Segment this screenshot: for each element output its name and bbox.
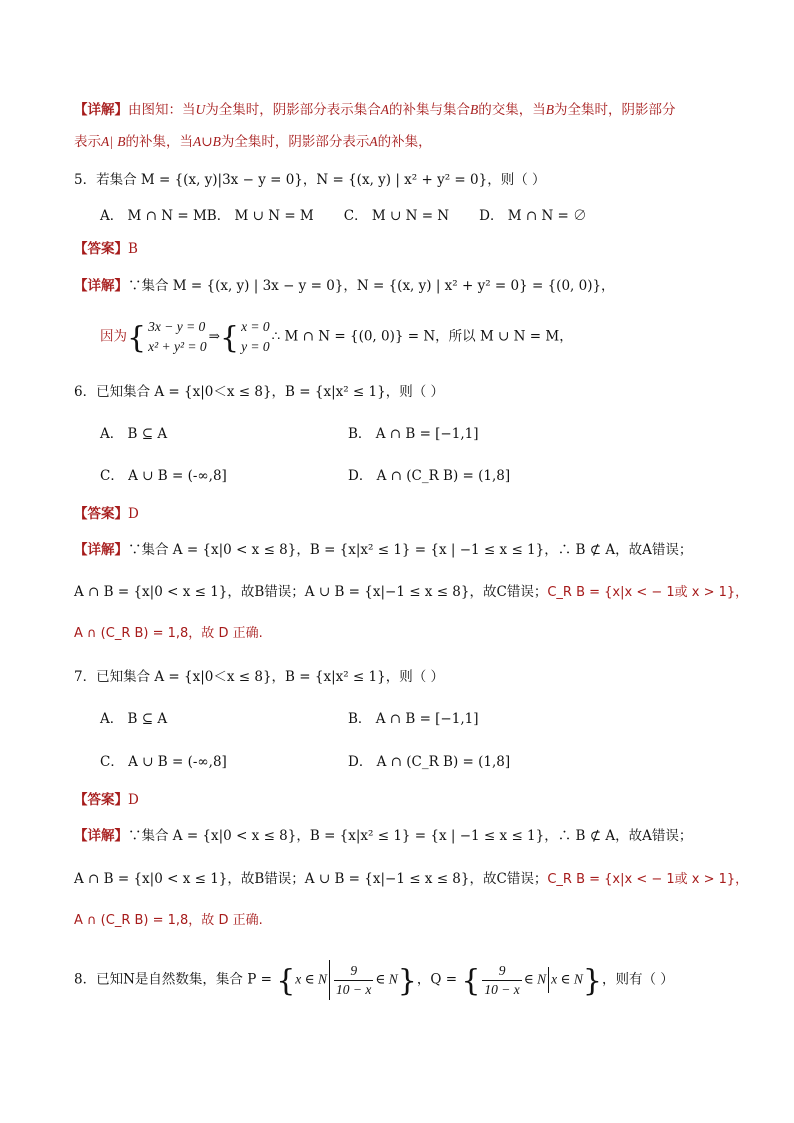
q5-option-c: C． M ∪ N = N (343, 208, 450, 224)
q7-option-a: A． B ⊆ A (100, 711, 168, 727)
q8-q-fraction: $\frac{9}{10 - x}$ (484, 962, 520, 997)
q7-option-b: B． A ∩ B = [−1,1] (348, 711, 479, 727)
q5-options (100, 205, 587, 227)
q7-answer: 【答案】D (74, 792, 139, 808)
q7-stem: 7．已知集合 A = {x|0＜x ≤ 8}，B = {x|x² ≤ 1}，则（ ） (74, 669, 445, 685)
q5-answer (74, 238, 138, 260)
q6-option-d: D． A ∩ (C_R B) = (1,8] (348, 468, 511, 484)
q5-system-1: 3x − y = 0 x² + y² = 0 (148, 319, 207, 354)
q5-option-b: B． M ∪ N = M (206, 208, 314, 224)
q5-system-2: x = 0 y = 0 (241, 319, 270, 354)
q5-option-d: D． M ∩ N = ∅ (479, 208, 587, 224)
intro-line-1 (74, 99, 676, 121)
q6-detail-1: 【详解】∵集合 A = {x|0 < x ≤ 8}，B = {x|x² ≤ 1} = {x | −1 ≤ x ≤ 1}，∴ B ⊄ A，故A错误； (74, 542, 693, 558)
q8-stem: 8．已知N是自然数集，集合 P = {x ∈ N $\frac{9}{10 - x}$ ∈ N}，Q = { $\frac{9}{10 - x}$ ∈ N x ∈ N}，则有（ ） (74, 960, 674, 1000)
q5-detail-2: 因为{ 3x − y = 0 x² + y² = 0 ⇒{ x = 0 y = 0 ∴ M ∩ N = {(0, 0)} = N，所以 M ∪ N = M， (100, 319, 573, 356)
detail-tag: 【详解】 (74, 102, 128, 118)
intro-text-2: 表示A| B的补集，当A∪B为全集时，阴影部分表示A的补集， (74, 134, 432, 150)
q6-answer-value: D (128, 506, 139, 522)
q7-detail-1: 【详解】∵集合 A = {x|0 < x ≤ 8}，B = {x|x² ≤ 1} = {x | −1 ≤ x ≤ 1}，∴ B ⊄ A，故A错误； (74, 828, 693, 844)
q6-detail-3: A ∩ (C_R B) = 1,8，故 D 正确. (74, 626, 263, 641)
q6-option-a: A． B ⊆ A (100, 426, 168, 442)
q7-option-c: C． A ∪ B = (-∞,8] (100, 754, 227, 770)
q5-answer-value: B (128, 241, 138, 257)
q5-option-a: A． M ∩ N = M (100, 208, 207, 224)
q5-stem: 5．若集合 M = {(x, y)|3x − y = 0}，N = {(x, y) | x² + y² = 0}，则（ ） (74, 172, 546, 188)
answer-tag: 【答案】 (74, 241, 128, 257)
q6-option-c: C． A ∪ B = (-∞,8] (100, 468, 227, 484)
q6-answer: 【答案】D (74, 506, 139, 522)
intro-line-2 (74, 131, 432, 153)
q7-option-d: D． A ∩ (C_R B) = (1,8] (348, 754, 511, 770)
intro-text-1: 由图知：当U为全集时，阴影部分表示集合A的补集与集合B的交集，当B为全集时，阴影部分 (128, 102, 676, 118)
q7-detail-2: A ∩ B = {x|0 < x ≤ 1}，故B错误；A ∪ B = {x|−1 ≤ x ≤ 8}，故C错误；C_R B = {x|x < − 1或 x > 1}， (74, 871, 749, 887)
q7-detail-3: A ∩ (C_R B) = 1,8，故 D 正确. (74, 913, 263, 928)
q6-option-b: B． A ∩ B = [−1,1] (348, 426, 479, 442)
q8-p-fraction: $\frac{9}{10 - x}$ (336, 962, 372, 997)
q6-detail-2: A ∩ B = {x|0 < x ≤ 1}，故B错误；A ∪ B = {x|−1 ≤ x ≤ 8}，故C错误；C_R B = {x|x < − 1或 x > 1}， (74, 584, 749, 600)
q5-detail-1: 【详解】∵集合 M = {(x, y) | 3x − y = 0}，N = {(x, y) | x² + y² = 0} = {(0, 0)}， (74, 278, 615, 294)
q7-answer-value: D (128, 792, 139, 808)
q6-stem: 6．已知集合 A = {x|0＜x ≤ 8}，B = {x|x² ≤ 1}，则（ ） (74, 384, 445, 400)
